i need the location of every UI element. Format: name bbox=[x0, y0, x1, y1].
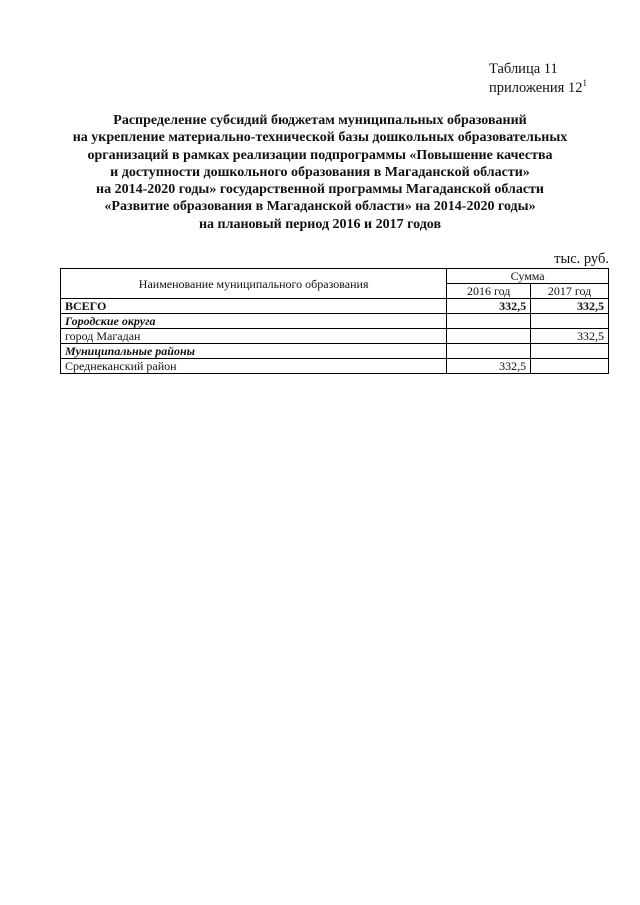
table-reference bbox=[489, 60, 587, 98]
header-year-2017: 2017 год bbox=[531, 284, 609, 299]
row-value-2017: 332,5 bbox=[531, 299, 609, 314]
header-municipality: Наименование муниципального образования bbox=[61, 269, 447, 299]
title-line: на 2014-2020 годы» государственной программы Магаданской области bbox=[96, 182, 544, 198]
row-value-2016 bbox=[447, 329, 531, 344]
title-line: и доступности дошкольного образования в Магаданской области» bbox=[110, 164, 530, 180]
document-title bbox=[40, 112, 600, 233]
row-name: ВСЕГО bbox=[61, 299, 447, 314]
unit-label: тыс. руб. bbox=[554, 251, 609, 267]
row-value-2016 bbox=[447, 344, 531, 359]
row-name: Муниципальные районы bbox=[61, 344, 447, 359]
reference-appendix-superscript: 1 bbox=[582, 78, 587, 89]
table-row-total bbox=[61, 299, 609, 314]
row-value-2016 bbox=[447, 314, 531, 329]
title-line: на укрепление материально-технической базы дошкольных образовательных bbox=[72, 130, 568, 146]
title-line: «Развитие образования в Магаданской области» на 2014-2020 годы» bbox=[104, 199, 536, 215]
row-value-2016: 332,5 bbox=[447, 299, 531, 314]
header-sum: Сумма bbox=[447, 269, 609, 284]
reference-appendix bbox=[489, 79, 587, 98]
table-row-group bbox=[61, 344, 609, 359]
table-header-row bbox=[61, 269, 609, 284]
table-row bbox=[61, 329, 609, 344]
table-row bbox=[61, 359, 609, 374]
row-value-2017: 332,5 bbox=[531, 329, 609, 344]
row-value-2017 bbox=[531, 314, 609, 329]
title-line: на плановый период 2016 и 2017 годов bbox=[198, 216, 442, 232]
reference-table-number: Таблица 11 bbox=[489, 61, 558, 77]
title-line: Распределение субсидий бюджетам муниципальных образований bbox=[113, 113, 527, 128]
row-value-2016: 332,5 bbox=[447, 359, 531, 374]
header-year-2016: 2016 год bbox=[447, 284, 531, 299]
subsidy-table bbox=[60, 268, 609, 374]
reference-appendix-text: приложения 12 bbox=[489, 80, 583, 96]
row-name: Городские округа bbox=[61, 314, 447, 329]
row-name: город Магадан bbox=[61, 329, 447, 344]
row-value-2017 bbox=[531, 359, 609, 374]
row-value-2017 bbox=[531, 344, 609, 359]
row-name: Среднеканский район bbox=[61, 359, 447, 374]
table-row-group bbox=[61, 314, 609, 329]
title-line: организаций в рамках реализации подпрограммы «Повышение качества bbox=[87, 147, 553, 163]
